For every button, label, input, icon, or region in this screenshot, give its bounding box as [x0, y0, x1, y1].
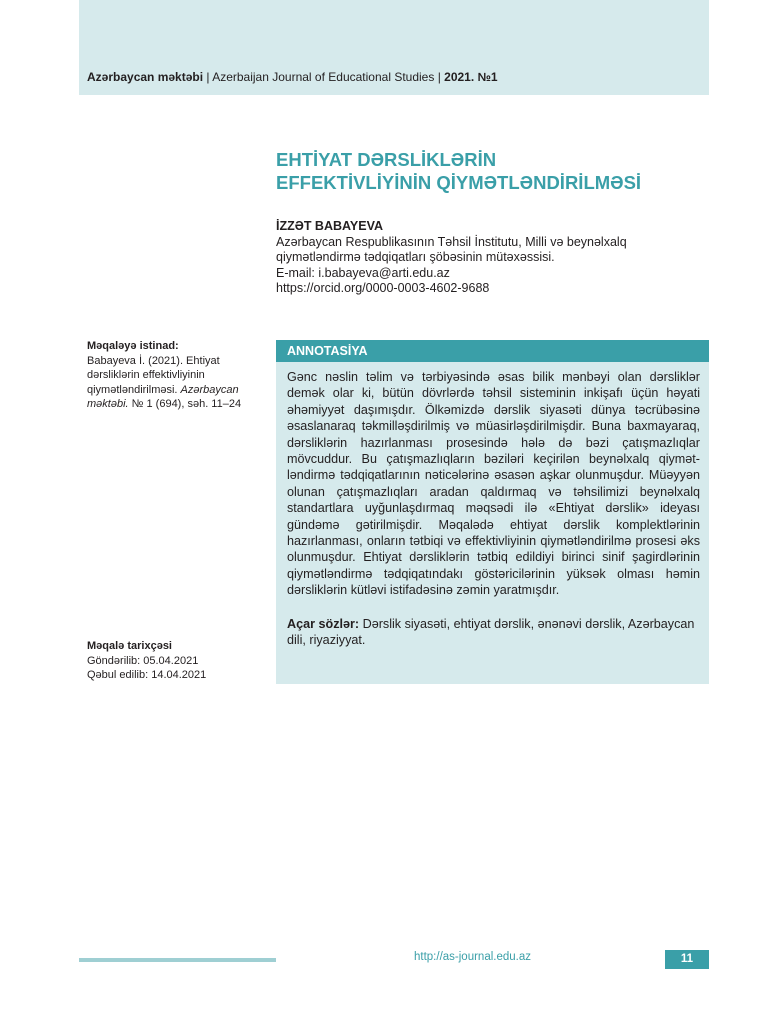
header-separator: |: [206, 70, 210, 84]
journal-english-name: Azerbaijan Journal of Educational Studies: [212, 70, 435, 84]
history-label: Məqalə tarixçəsi: [87, 640, 172, 652]
keywords-label: Açar sözlər:: [287, 616, 360, 631]
journal-url-link[interactable]: http://as-journal.edu.az: [414, 951, 531, 963]
citation-label: Məqaləyə istinad:: [87, 340, 179, 352]
keywords: [287, 616, 700, 649]
page-number: 11: [665, 950, 709, 969]
footer-rule: [79, 958, 276, 962]
abstract-heading: ANNOTASİYA: [276, 340, 709, 362]
keywords-text: Dərslik siyasəti, ehtiyat dərslik, ənənəvi dərslik, Azərbaycan dili, riyaziyyat.: [287, 616, 695, 648]
author-orcid-link[interactable]: https://orcid.org/0000-0003-4602-9688: [276, 281, 490, 295]
citation-text: Babayeva İ. (2021). Ehtiyat dərsliklərin effektivliyinin qiymətləndirilməsi.: [87, 354, 220, 396]
citation-block: [87, 339, 247, 412]
header-separator-2: |: [437, 70, 441, 84]
journal-issue: 2021. №1: [444, 70, 498, 84]
citation-issue: № 1 (694), səh. 11–24: [128, 398, 242, 410]
abstract-text: Gənc nəslin təlim və tərbiyəsində əsas bilik mənbəyi olan dərsliklər demək olar ki, bütün dövrlərdə təhsil sisteminin inkişafı üçün həyati əhəmiyyət daşımışdır. Ölkəmizdə dərslik siyasəti dünya təcrübəsinə əsaslanaraq təkmilləşdirilmiş və müasirləşdirilmişdir. Buna baxmayaraq, dərsliklərin hazırlanması prosesində hələ də bəzi çatışmazlıqlar mövcuddur. Bu çatışmazlıqların bəziləri keçirilən beynəlxalq qiymətləndirmə tədqiqatlarının nəticələrinə əsasən aşkar olunmuşdur. Müəyyən olunan çatışmazlıqları aradan qaldırmaq və təhsilimizi beynəlxalq standartlara uyğunlaşdırmaq məqsədi ilə «Ehtiyat dərslik» ideyası gündəmə gətirilmişdir. Məqalədə ehtiyat dərslik komplektlərinin hazırlanması, onların tətbiqi və effektivliyinin qiymətləndirilmə prosesi əks olunmuşdur. Ehtiyat dərsliklərin tətbiq edildiyi birinci sinif şagirdlərinin qiymətləndirmə tədqiqatındakı göstəricilərinin yüksək olması həmin dərsliklərin kütləvi istifadəsinə zəmin yaratmışdır.: [287, 370, 700, 598]
journal-header: [87, 70, 498, 84]
abstract-body: [276, 362, 709, 649]
author-block: [276, 219, 706, 297]
article-title: [276, 148, 716, 194]
author-affiliation-2: qiymətləndirmə tədqiqatları şöbəsinin mütəxəssisi.: [276, 250, 555, 264]
history-accepted: Qəbul edilib: 14.04.2021: [87, 669, 207, 681]
history-sent: Göndərilib: 05.04.2021: [87, 654, 199, 667]
header-band: [79, 0, 709, 95]
author-affiliation-1: Azərbaycan Respublikasının Təhsil İnstitutu, Milli və beynəlxalq: [276, 234, 627, 249]
journal-name: Azərbaycan məktəbi: [87, 70, 204, 84]
abstract-panel: [276, 340, 709, 684]
title-line-1: EHTİYAT DƏRSLİKLƏRİN: [276, 149, 497, 170]
history-block: [87, 639, 247, 683]
author-name: İZZƏT BABAYEVA: [276, 219, 384, 233]
author-email[interactable]: E-mail: i.babayeva@arti.edu.az: [276, 265, 450, 280]
citation-journal: Azərbaycan məktəbi.: [87, 383, 239, 410]
title-line-2: EFFEKTİVLİYİNİN QİYMƏTLƏNDİRİLMƏSİ: [276, 172, 642, 193]
